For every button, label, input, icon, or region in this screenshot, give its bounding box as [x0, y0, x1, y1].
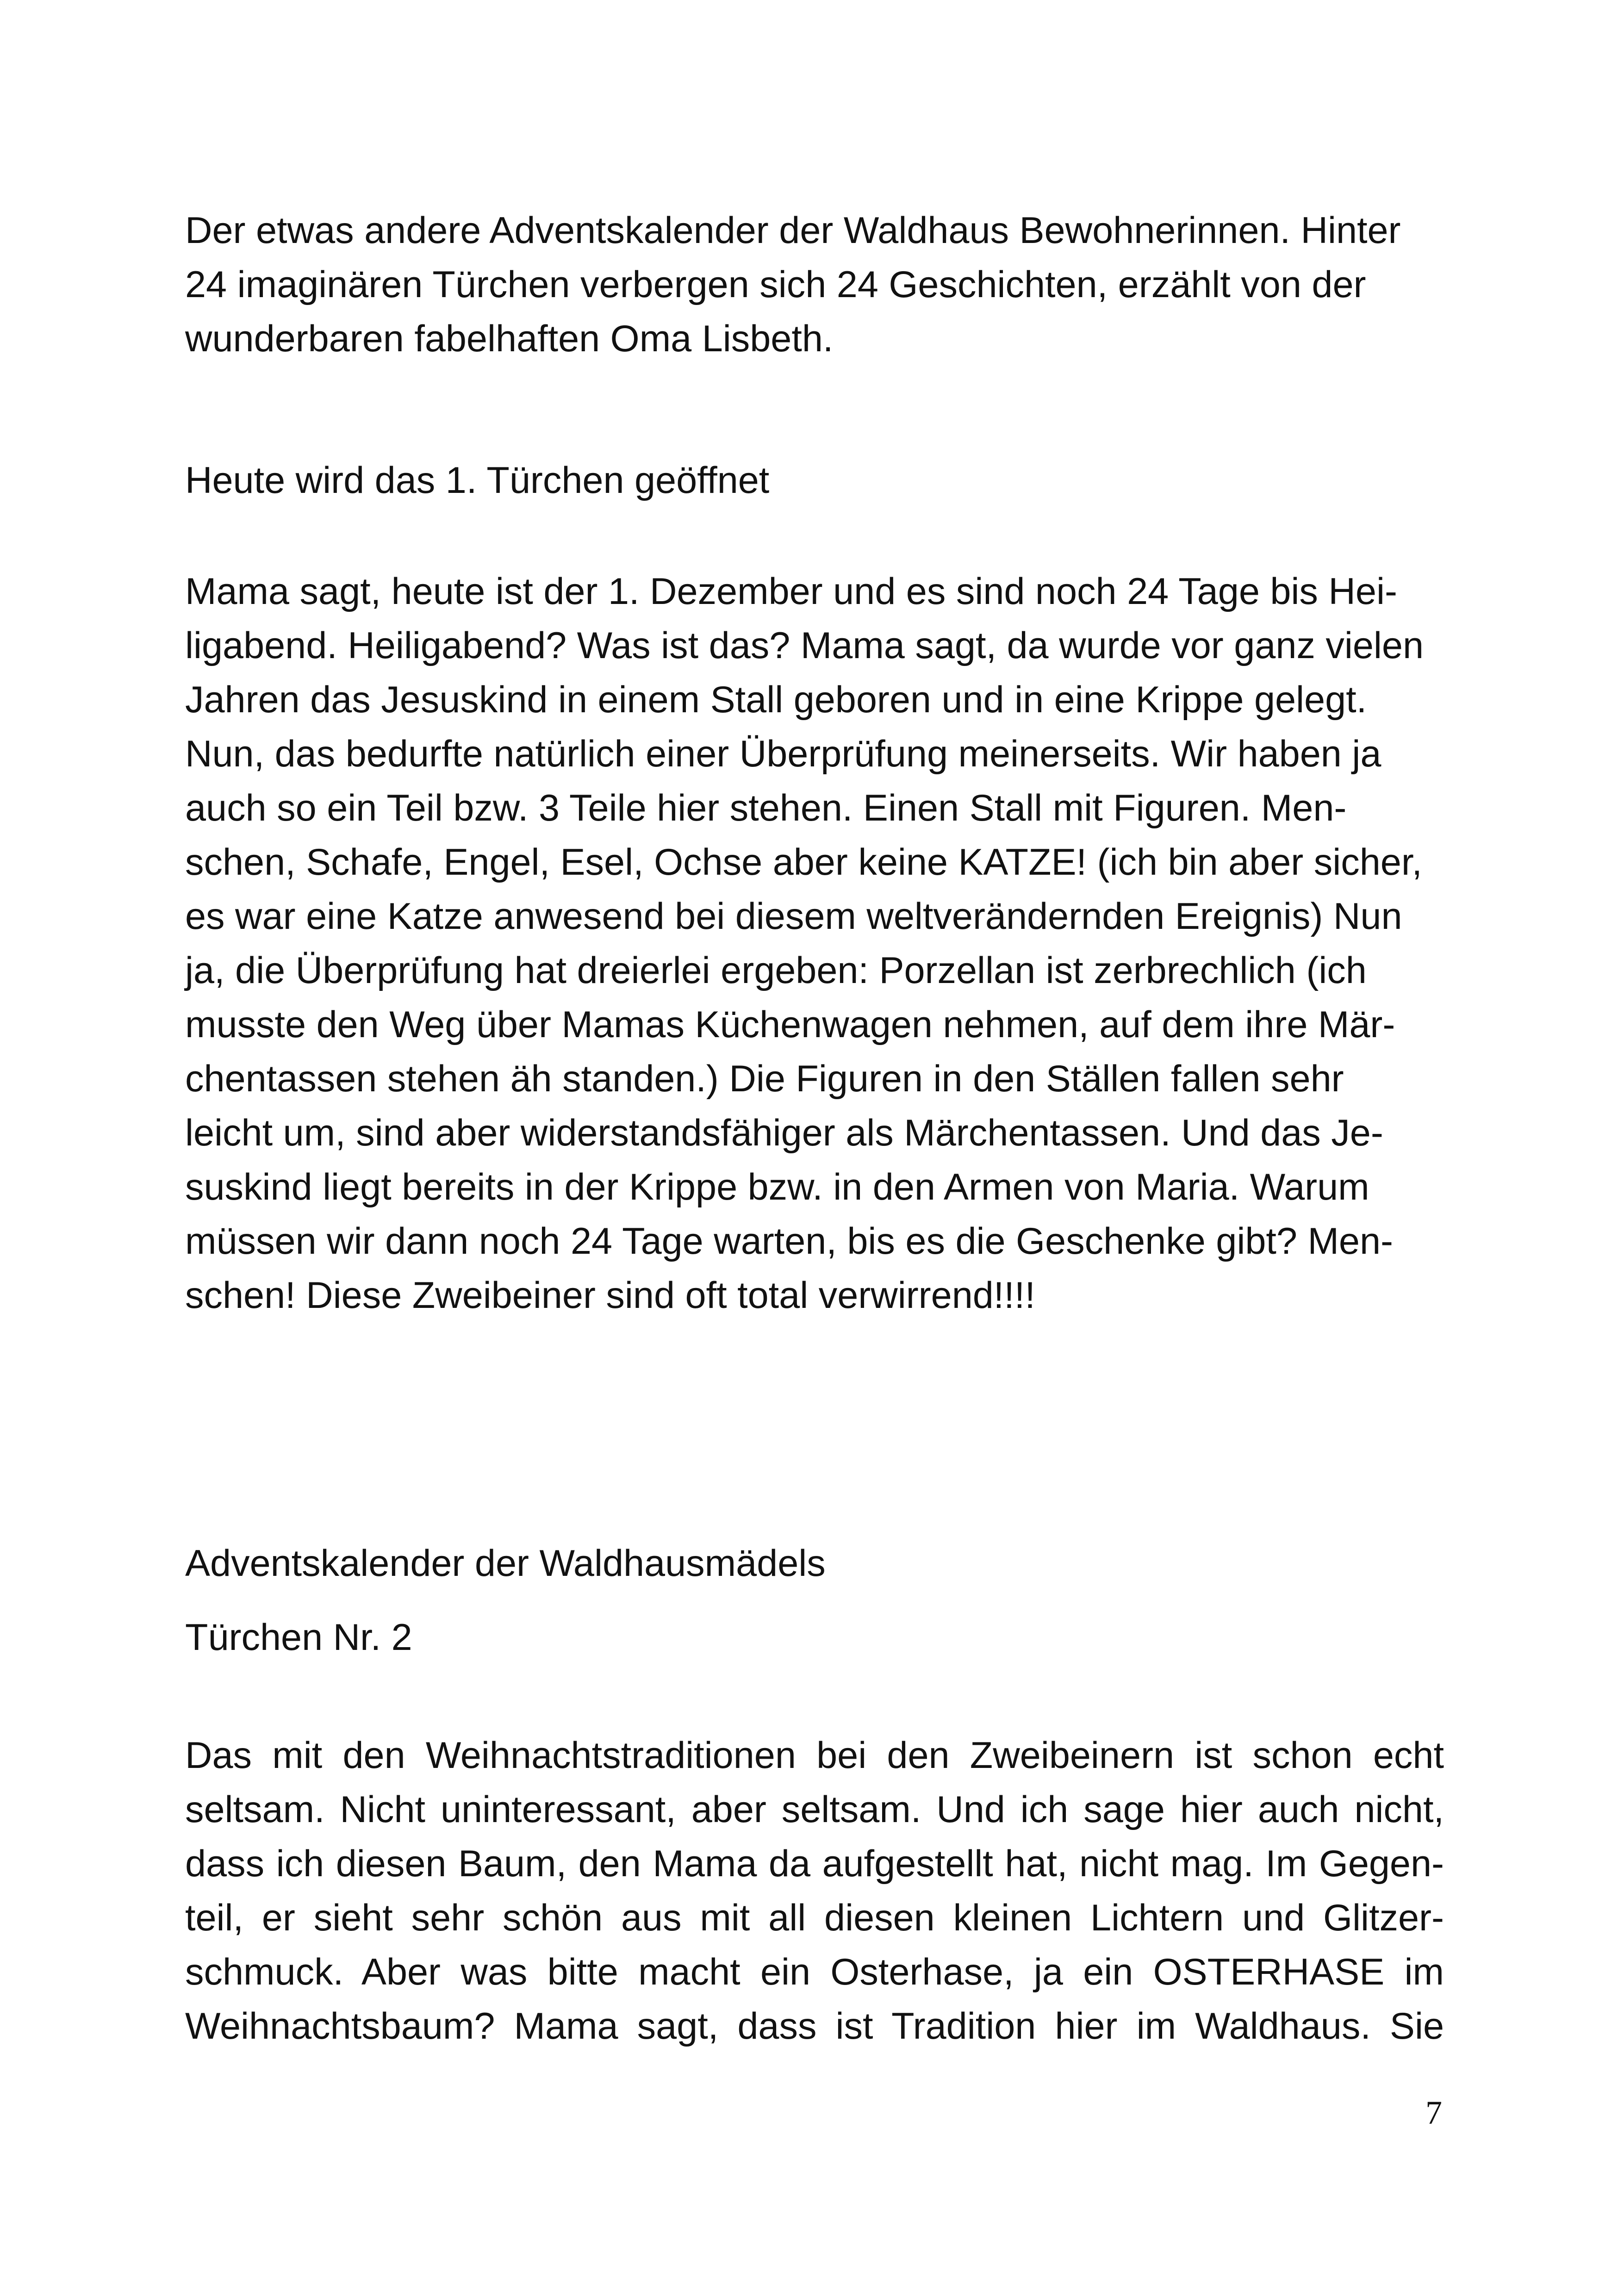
door2-title [185, 1537, 1444, 1591]
door1-heading [185, 454, 1444, 508]
text-line: teil, er sieht sehr schön aus mit all diesen kleinen Lichtern und Glitzer- [185, 1897, 1444, 1939]
text-line: musste den Weg über Mamas Küchenwagen nehmen, auf dem ihre Mär- [185, 1004, 1395, 1045]
door2-paragraph [185, 1729, 1444, 2053]
text-line: auch so ein Teil bzw. 3 Teile hier stehen. Einen Stall mit Figuren. Men- [185, 787, 1347, 829]
section-subtitle: Türchen Nr. 2 [185, 1617, 412, 1658]
text-line: schen, Schafe, Engel, Esel, Ochse aber keine KATZE! (ich bin aber sicher, [185, 841, 1422, 883]
intro-paragraph [185, 204, 1444, 366]
text-line: ligabend. Heiligabend? Was ist das? Mama sagt, da wurde vor ganz vielen [185, 625, 1424, 666]
text-line: Das mit den Weihnachtstraditionen bei den Zweibeinern ist schon echt [185, 1735, 1444, 1776]
text-line: 24 imaginären Türchen verbergen sich 24 Geschichten, erzählt von der [185, 264, 1366, 305]
door1-paragraph [185, 565, 1444, 1323]
text-line: wunderbaren fabelhaften Oma Lisbeth. [185, 318, 834, 360]
text-line: Jahren das Jesuskind in einem Stall geboren und in eine Krippe gelegt. [185, 679, 1367, 721]
text-line: schmuck. Aber was bitte macht ein Osterhase, ja ein OSTERHASE im [185, 1951, 1444, 1993]
text-line: Mama sagt, heute ist der 1. Dezember und es sind noch 24 Tage bis Hei- [185, 571, 1397, 612]
door2-subtitle [185, 1611, 1444, 1665]
text-line: suskind liegt bereits in der Krippe bzw. in den Armen von Maria. Warum [185, 1166, 1369, 1208]
text-line: chentassen stehen äh standen.) Die Figuren in den Ställen fallen sehr [185, 1058, 1344, 1100]
text-line: ja, die Überprüfung hat dreierlei ergeben: Porzellan ist zerbrechlich (ich [185, 950, 1367, 991]
text-line: leicht um, sind aber widerstandsfähiger als Märchentassen. Und das Je- [185, 1112, 1383, 1154]
page-number: 7 [1425, 2094, 1442, 2131]
text-line: müssen wir dann noch 24 Tage warten, bis es die Geschenke gibt? Men- [185, 1220, 1393, 1262]
text-line: Der etwas andere Adventskalender der Waldhaus Bewohnerinnen. Hinter [185, 210, 1401, 251]
section-heading: Heute wird das 1. Türchen geöffnet [185, 460, 770, 501]
text-line: Weihnachtsbaum? Mama sagt, dass ist Tradition hier im Waldhaus. Sie [185, 2005, 1444, 2047]
text-line: Nun, das bedurfte natürlich einer Überprüfung meinerseits. Wir haben ja [185, 733, 1382, 775]
text-line: schen! Diese Zweibeiner sind oft total verwirrend!!!! [185, 1275, 1035, 1316]
text-line: es war eine Katze anwesend bei diesem weltverändernden Ereignis) Nun [185, 896, 1402, 937]
text-line: dass ich diesen Baum, den Mama da aufgestellt hat, nicht mag. Im Gegen- [185, 1843, 1444, 1885]
section-title: Adventskalender der Waldhausmädels [185, 1543, 826, 1584]
text-line: seltsam. Nicht uninteressant, aber seltsam. Und ich sage hier auch nicht, [185, 1789, 1444, 1830]
